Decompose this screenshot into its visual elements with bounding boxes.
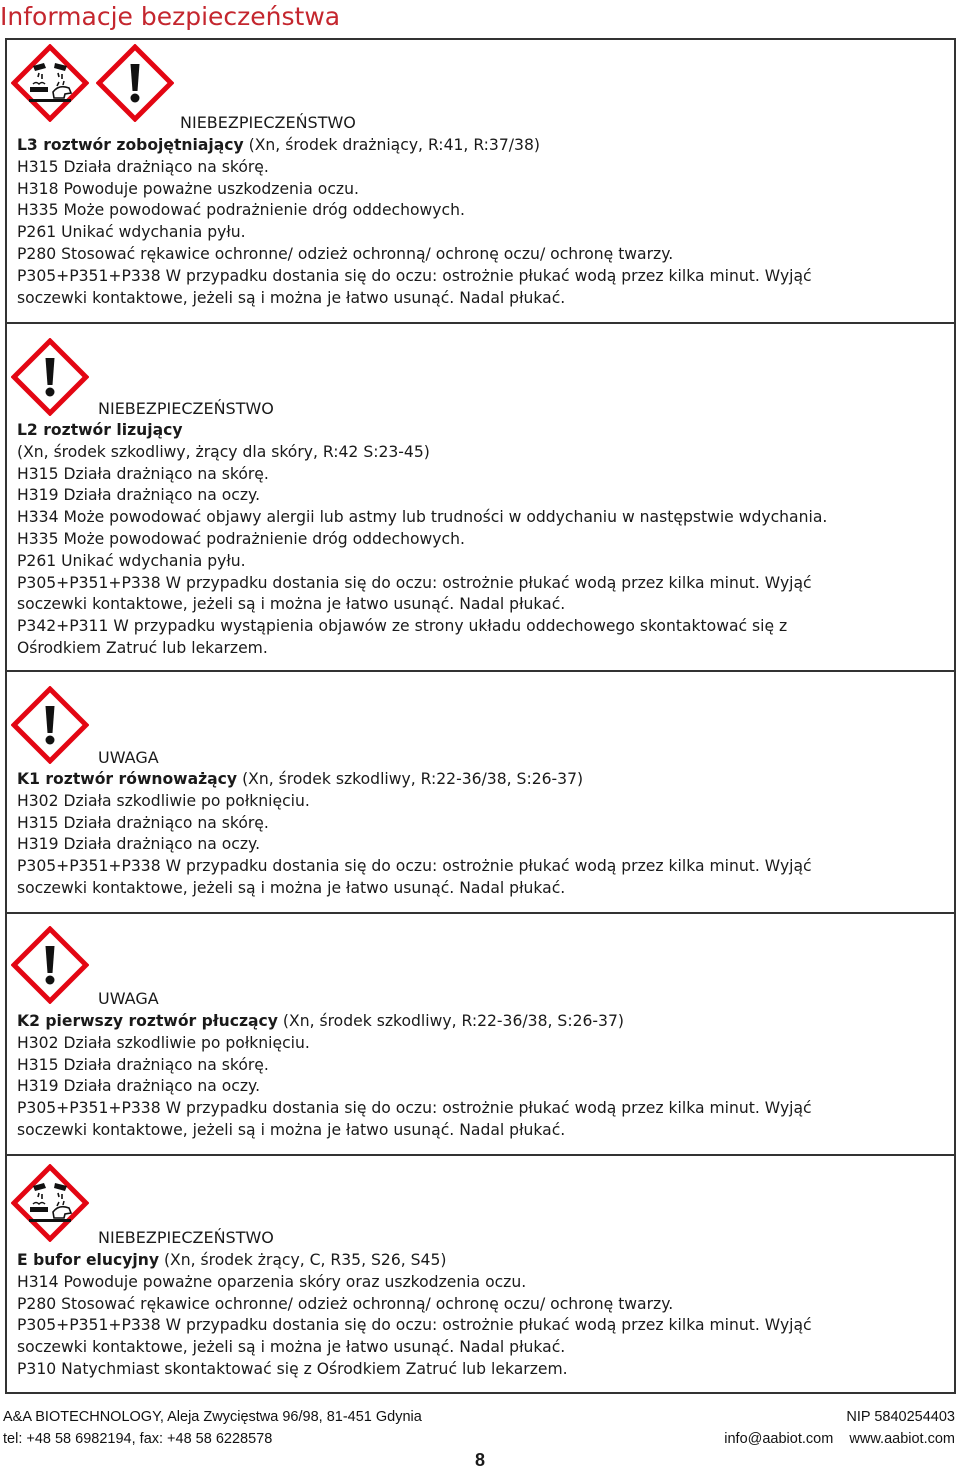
statement-line: H319 Działa drażniąco na oczy. — [17, 1077, 261, 1096]
product-classification: (Xn, środek szkodliwy, R:22-36/38, S:26-37) — [277, 1012, 624, 1030]
statements — [17, 420, 946, 660]
statement-line: (Xn, środek szkodliwy, żrący dla skóry, R:42 S:23-45) — [17, 442, 430, 461]
statement-line: soczewki kontaktowe, jeżeli są i można je łatwo usunąć. Nadal płukać. — [17, 288, 566, 307]
exclamation-icon — [11, 338, 89, 416]
product-name: K2 pierwszy roztwór płuczący — [17, 1012, 278, 1030]
product-classification: (Xn, środek szkodliwy, R:22-36/38, S:26-37) — [237, 770, 584, 788]
footer-email-link[interactable]: info@aabiot.com — [724, 1431, 834, 1447]
statement-line: P280 Stosować rękawice ochronne/ odzież ochronną/ ochronę oczu/ ochronę twarzy. — [17, 1294, 674, 1313]
statements — [17, 135, 946, 309]
footer-contact: tel: +48 58 6982194, fax: +48 58 6228578 — [3, 1431, 273, 1447]
product-name: K1 roztwór równoważący — [17, 770, 238, 788]
footer-website-link[interactable]: www.aabiot.com — [849, 1431, 955, 1447]
product-name-line — [17, 135, 946, 157]
statement-line: H315 Działa drażniąco na skórę. — [17, 157, 269, 176]
product-name: L3 roztwór zobojętniający — [17, 136, 244, 154]
statement-line: soczewki kontaktowe, jeżeli są i można je łatwo usunąć. Nadal płukać. — [17, 1338, 566, 1357]
signal-word: UWAGA — [98, 989, 159, 1008]
statement-line: Ośrodkiem Zatruć lub lekarzem. — [17, 638, 268, 657]
footer-links — [724, 1430, 955, 1448]
product-name: E bufor elucyjny — [17, 1251, 160, 1269]
statement-line: H315 Działa drażniąco na skórę. — [17, 464, 269, 483]
exclamation-icon — [96, 44, 174, 122]
statement-line: soczewki kontaktowe, jeżeli są i można je łatwo usunąć. Nadal płukać. — [17, 595, 566, 614]
statement-line: P310 Natychmiast skontaktować się z Ośrodkiem Zatruć lub lekarzem. — [17, 1359, 568, 1378]
statement-line: H318 Powoduje poważne uszkodzenia oczu. — [17, 179, 359, 198]
statement-line: soczewki kontaktowe, jeżeli są i można je łatwo usunąć. Nadal płukać. — [17, 878, 566, 897]
statements — [17, 769, 946, 900]
signal-word: NIEBEZPIECZEŃSTWO — [98, 399, 274, 418]
corrosion-icon — [11, 1164, 89, 1242]
page-title: Informacje bezpieczeństwa — [0, 2, 341, 31]
statement-line: H315 Działa drażniąco na skórę. — [17, 813, 269, 832]
statements — [17, 1011, 946, 1142]
statement-line: H319 Działa drażniąco na oczy. — [17, 835, 261, 854]
statement-line: P261 Unikać wdychania pyłu. — [17, 223, 246, 242]
page-number: 8 — [474, 1450, 485, 1470]
statement-line: P305+P351+P338 W przypadku dostania się do oczu: ostrożnie płukać wodą przez kilka minut. Wyjąć — [17, 1316, 812, 1335]
statement-line: P261 Unikać wdychania pyłu. — [17, 551, 246, 570]
product-name-line — [17, 769, 946, 791]
signal-word: UWAGA — [98, 748, 159, 767]
statements — [17, 1250, 946, 1381]
product-name-line — [17, 420, 946, 442]
hazard-section-k1 — [5, 670, 956, 914]
footer-nip: NIP 5840254403 — [846, 1409, 955, 1425]
hazard-section-l3 — [5, 38, 956, 324]
statement-line: H335 Może powodować podrażnienie dróg oddechowych. — [17, 529, 465, 548]
statement-line: P305+P351+P338 W przypadku dostania się do oczu: ostrożnie płukać wodą przez kilka minut. Wyjąć — [17, 857, 812, 876]
product-name-line — [17, 1011, 946, 1033]
statement-line: P280 Stosować rękawice ochronne/ odzież ochronną/ ochronę oczu/ ochronę twarzy. — [17, 244, 674, 263]
product-name: L2 roztwór lizujący — [17, 421, 183, 439]
signal-word: NIEBEZPIECZEŃSTWO — [98, 1228, 274, 1247]
statement-line: H302 Działa szkodliwie po połknięciu. — [17, 791, 310, 810]
exclamation-icon — [11, 686, 89, 764]
hazard-section-k2 — [5, 912, 956, 1156]
statement-line: soczewki kontaktowe, jeżeli są i można je łatwo usunąć. Nadal płukać. — [17, 1120, 566, 1139]
statement-line: H319 Działa drażniąco na oczy. — [17, 486, 261, 505]
product-name-line — [17, 1250, 946, 1272]
corrosion-icon — [11, 44, 89, 122]
footer — [0, 1408, 960, 1448]
statement-line: H334 Może powodować objawy alergii lub astmy lub trudności w oddychaniu w następstwie wdychania. — [17, 508, 828, 527]
statement-line: H302 Działa szkodliwie po połknięciu. — [17, 1033, 310, 1052]
statement-line: H335 Może powodować podrażnienie dróg oddechowych. — [17, 201, 465, 220]
statement-line: P305+P351+P338 W przypadku dostania się do oczu: ostrożnie płukać wodą przez kilka minut. Wyjąć — [17, 573, 812, 592]
exclamation-icon — [11, 926, 89, 1004]
product-classification: (Xn, środek drażniący, R:41, R:37/38) — [243, 136, 540, 154]
signal-word: NIEBEZPIECZEŃSTWO — [180, 113, 356, 132]
statement-line: H314 Powoduje poważne oparzenia skóry oraz uszkodzenia oczu. — [17, 1272, 527, 1291]
footer-company: A&A BIOTECHNOLOGY, Aleja Zwycięstwa 96/98, 81-451 Gdynia — [3, 1409, 422, 1425]
hazard-section-e — [5, 1154, 956, 1394]
statement-line: P342+P311 W przypadku wystąpienia objawów ze strony układu oddechowego skontaktować się z — [17, 617, 788, 636]
statement-line: H315 Działa drażniąco na skórę. — [17, 1055, 269, 1074]
statement-line: P305+P351+P338 W przypadku dostania się do oczu: ostrożnie płukać wodą przez kilka minut. Wyjąć — [17, 1099, 812, 1118]
product-classification: (Xn, środek żrący, C, R35, S26, S45) — [159, 1251, 447, 1269]
hazard-section-l2 — [5, 322, 956, 672]
statement-line: P305+P351+P338 W przypadku dostania się do oczu: ostrożnie płukać wodą przez kilka minut. Wyjąć — [17, 266, 812, 285]
